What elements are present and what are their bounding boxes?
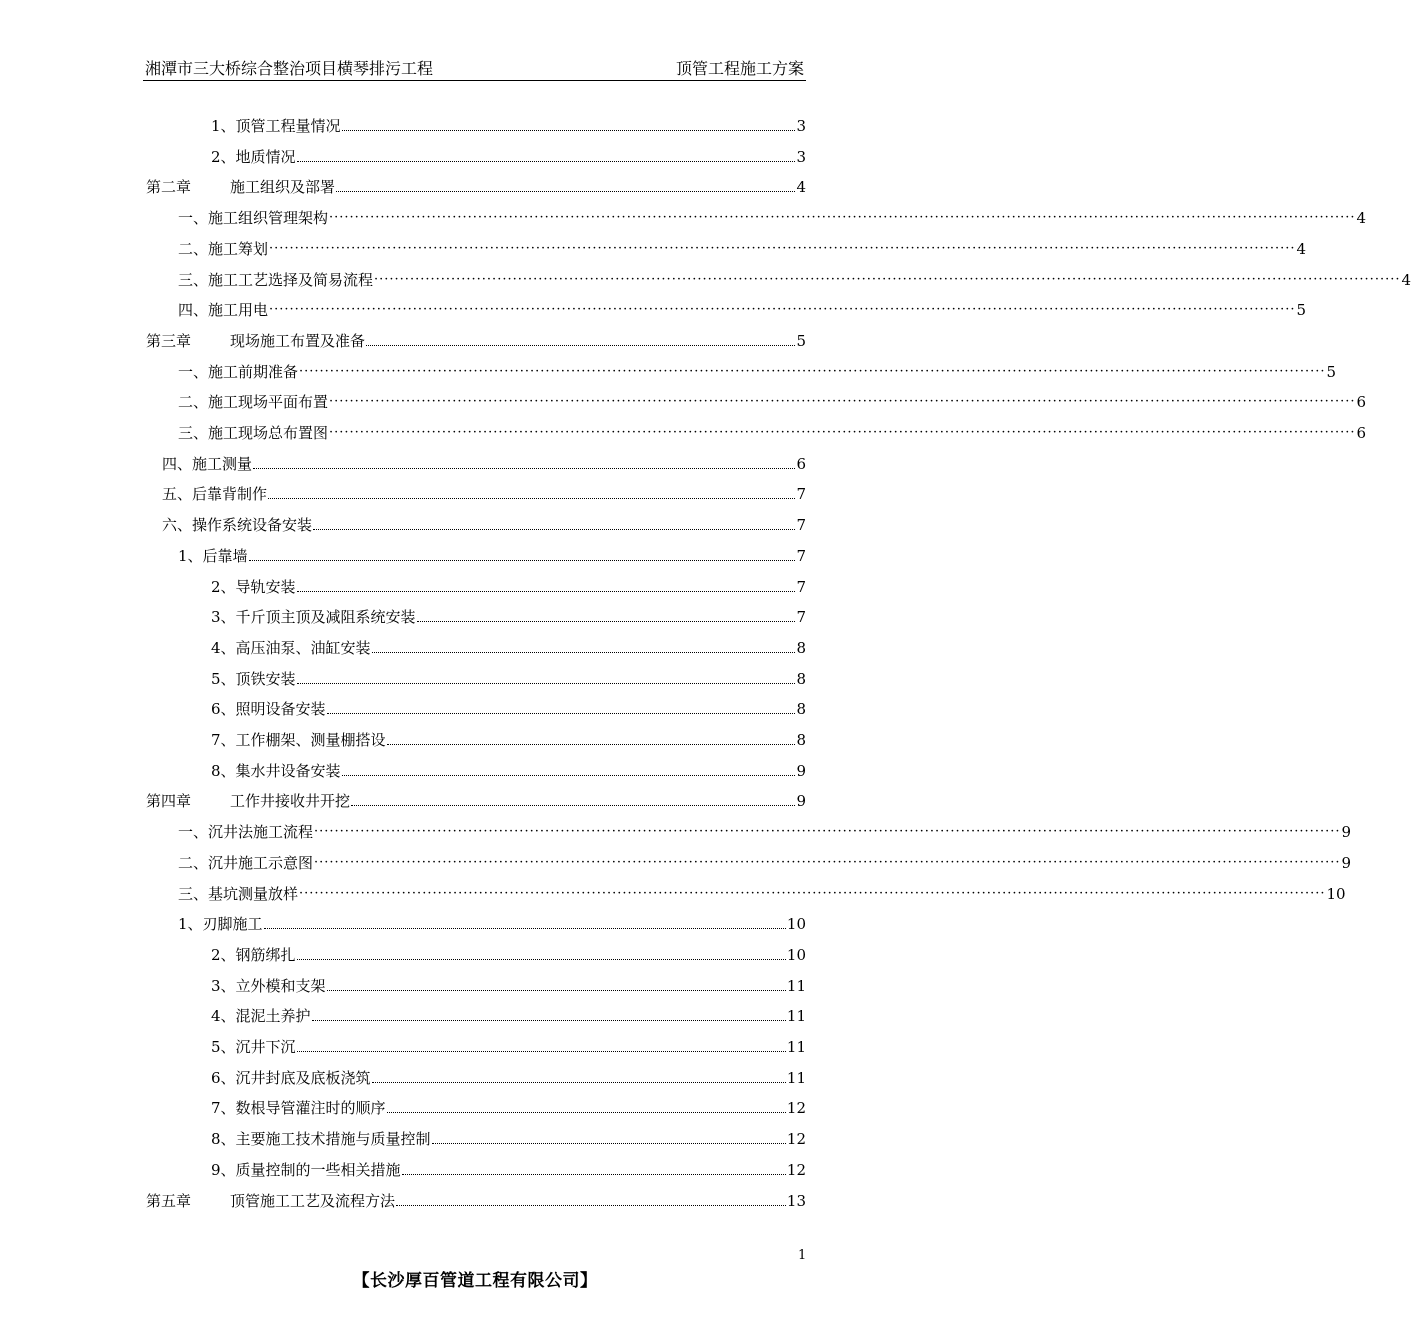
toc-page-number: 12 (786, 1130, 806, 1148)
toc-entry-title: 1、顶管工程量情况 (211, 117, 341, 135)
toc-entry-title: 六、操作系统设备安装 (162, 516, 313, 534)
toc-dot-leader (264, 928, 786, 929)
toc-dot-leader (297, 591, 796, 592)
toc-entry[interactable] (178, 419, 1367, 443)
toc-entry-title: 一、施工组织管理架构 (178, 209, 329, 227)
toc-entry-title: 3、立外模和支架 (211, 977, 326, 995)
toc-entry-title: 工作井接收井开挖 (230, 792, 351, 810)
toc-page-number: 3 (796, 148, 806, 166)
toc-page-number: 11 (786, 1038, 806, 1056)
toc-entry-title: 5、沉井下沉 (211, 1038, 296, 1056)
toc-chapter-number: 第三章 (146, 332, 192, 350)
toc-entry[interactable] (178, 204, 1367, 228)
toc-page-number: 12 (786, 1161, 806, 1179)
toc-entry[interactable] (146, 787, 806, 811)
toc-page-number: 9 (1341, 823, 1352, 841)
toc-dot-leader (297, 959, 786, 960)
toc-entry-title: 顶管施工工艺及流程方法 (230, 1192, 396, 1210)
toc-entry-title: 三、施工现场总布置图 (178, 424, 329, 442)
toc-entry-title: 施工组织及部署 (230, 178, 336, 196)
toc-entry-title: 三、施工工艺选择及简易流程 (178, 271, 374, 289)
toc-entry[interactable] (211, 1064, 806, 1088)
toc-page-number: 12 (786, 1099, 806, 1117)
toc-entry-title: 二、沉井施工示意图 (178, 854, 314, 872)
toc-dot-leader (327, 713, 796, 714)
toc-entry-title: 二、施工筹划 (178, 240, 269, 258)
toc-dot-leader (387, 744, 796, 745)
toc-entry[interactable] (211, 603, 806, 627)
toc-entry[interactable] (146, 327, 806, 351)
toc-page-number: 10 (786, 915, 806, 933)
toc-entry-title: 7、工作棚架、测量棚搭设 (211, 731, 386, 749)
toc-entry-title: 6、沉井封底及底板浇筑 (211, 1069, 371, 1087)
toc-entry[interactable] (211, 757, 806, 781)
toc-entry-title: 9、质量控制的一些相关措施 (211, 1161, 401, 1179)
toc-page-number: 4 (1296, 240, 1307, 258)
toc-dot-leader (268, 498, 795, 499)
toc-entry-title: 7、数根导管灌注时的顺序 (211, 1099, 386, 1117)
toc-entry[interactable] (211, 695, 806, 719)
toc-dot-leader (396, 1205, 786, 1206)
toc-page-number: 10 (786, 946, 806, 964)
toc-entry[interactable] (162, 480, 806, 504)
toc-entry-title: 2、地质情况 (211, 148, 296, 166)
toc-page-number: 4 (1356, 209, 1367, 227)
toc-page-number: 6 (1356, 393, 1367, 411)
toc-entry-title: 1、刃脚施工 (178, 915, 263, 933)
toc-entry[interactable] (178, 358, 1337, 382)
toc-entry-title: 五、后靠背制作 (162, 485, 268, 503)
toc-page-number: 11 (786, 1069, 806, 1087)
toc-page-number: 9 (796, 762, 806, 780)
toc-dot-leader: ········································································································································································································ (329, 425, 1356, 440)
toc-dot-leader: ········································································································································································································ (314, 824, 1341, 839)
toc-entry-title: 2、钢筋绑扎 (211, 946, 296, 964)
toc-dot-leader: ········································································································································································································ (374, 272, 1401, 287)
toc-entry-title: 3、千斤顶主顶及减阻系统安装 (211, 608, 416, 626)
toc-dot-leader: ········································································································································································································ (299, 364, 1326, 379)
toc-dot-leader (417, 621, 796, 622)
toc-entry[interactable] (211, 1033, 806, 1057)
toc-page-number: 11 (786, 977, 806, 995)
toc-dot-leader (351, 805, 795, 806)
toc-entry[interactable] (178, 880, 1346, 904)
toc-dot-leader (336, 191, 795, 192)
toc-chapter-number: 第四章 (146, 792, 192, 810)
toc-page-number: 9 (1341, 854, 1352, 872)
toc-page-number: 7 (796, 485, 806, 503)
toc-entry-title: 8、集水井设备安装 (211, 762, 341, 780)
toc-page-number: 7 (796, 516, 806, 534)
toc-chapter-number: 第二章 (146, 178, 192, 196)
toc-dot-leader (387, 1112, 786, 1113)
toc-dot-leader (342, 775, 796, 776)
toc-entry-title: 6、照明设备安装 (211, 700, 326, 718)
toc-entry[interactable] (211, 726, 806, 750)
toc-dot-leader (327, 990, 786, 991)
header-project-title: 湘潭市三大桥综合整治项目横琴排污工程 (145, 59, 434, 78)
toc-page-number: 4 (796, 178, 806, 196)
toc-entry[interactable] (178, 542, 806, 566)
toc-dot-leader: ········································································································································································································ (329, 394, 1356, 409)
toc-page-number: 11 (786, 1007, 806, 1025)
toc-entry[interactable] (178, 296, 1307, 320)
toc-dot-leader: ········································································································································································································ (329, 210, 1356, 225)
toc-entry[interactable] (178, 818, 1352, 842)
toc-entry[interactable] (178, 910, 806, 934)
toc-entry[interactable] (211, 1002, 806, 1026)
toc-dot-leader (297, 161, 796, 162)
page-header (143, 58, 806, 81)
toc-dot-leader: ········································································································································································································ (299, 886, 1326, 901)
toc-entry[interactable] (162, 511, 806, 535)
toc-page-number: 6 (1356, 424, 1367, 442)
toc-entry-title: 三、基坑测量放样 (178, 885, 299, 903)
toc-dot-leader (253, 468, 795, 469)
toc-page-number: 5 (1296, 301, 1307, 319)
toc-entry-title: 一、施工前期准备 (178, 363, 299, 381)
page-number: 1 (798, 1248, 807, 1263)
toc-dot-leader (297, 683, 796, 684)
toc-entry-title: 4、混泥土养护 (211, 1007, 311, 1025)
toc-entry[interactable] (211, 1156, 806, 1180)
toc-page-number: 7 (796, 547, 806, 565)
toc-page-number: 9 (796, 792, 806, 810)
toc-dot-leader (366, 345, 795, 346)
toc-entry-title: 现场施工布置及准备 (230, 332, 366, 350)
toc-dot-leader (249, 560, 796, 561)
toc-dot-leader (297, 1051, 786, 1052)
toc-page-number: 3 (796, 117, 806, 135)
toc-page-number: 5 (1326, 363, 1337, 381)
toc-page-number: 6 (796, 455, 806, 473)
toc-page-number: 8 (796, 639, 806, 657)
toc-entry-title: 5、顶铁安装 (211, 670, 296, 688)
toc-page-number: 13 (786, 1192, 806, 1210)
toc-dot-leader (372, 652, 796, 653)
header-document-title: 顶管工程施工方案 (675, 59, 804, 78)
toc-page-number: 8 (796, 731, 806, 749)
toc-entry-title: 二、施工现场平面布置 (178, 393, 329, 411)
toc-entry[interactable] (146, 173, 806, 197)
toc-entry-title: 四、施工测量 (162, 455, 253, 473)
toc-dot-leader (312, 1020, 786, 1021)
toc-dot-leader (402, 1174, 786, 1175)
company-footer: 【长沙厚百管道工程有限公司】 (352, 1271, 598, 1291)
toc-dot-leader: ········································································································································································································ (269, 241, 1296, 256)
toc-entry[interactable] (211, 112, 806, 136)
toc-dot-leader: ········································································································································································································ (314, 855, 1341, 870)
toc-entry[interactable] (211, 665, 806, 689)
toc-dot-leader (432, 1143, 786, 1144)
toc-entry[interactable] (211, 1125, 806, 1149)
toc-page-number: 7 (796, 578, 806, 596)
toc-dot-leader (313, 529, 795, 530)
toc-entry-title: 四、施工用电 (178, 301, 269, 319)
toc-entry[interactable] (178, 849, 1352, 873)
toc-dot-leader (372, 1082, 786, 1083)
toc-page-number: 4 (1401, 271, 1411, 289)
toc-entry-title: 4、高压油泵、油缸安装 (211, 639, 371, 657)
toc-page-number: 7 (796, 608, 806, 626)
toc-entry[interactable] (211, 1094, 806, 1118)
toc-page-number: 8 (796, 670, 806, 688)
toc-page-number: 10 (1326, 885, 1346, 903)
toc-entry[interactable] (211, 941, 806, 965)
toc-entry[interactable] (146, 1187, 806, 1211)
toc-dot-leader: ········································································································································································································ (269, 302, 1296, 317)
toc-entry[interactable] (211, 972, 806, 996)
toc-page-number: 8 (796, 700, 806, 718)
toc-entry-title: 1、后靠墙 (178, 547, 248, 565)
toc-entry[interactable] (211, 573, 806, 597)
toc-entry[interactable] (211, 634, 806, 658)
toc-page-number: 5 (796, 332, 806, 350)
toc-entry[interactable] (211, 143, 806, 167)
toc-entry-title: 2、导轨安装 (211, 578, 296, 596)
toc-entry[interactable] (162, 450, 806, 474)
toc-entry-title: 一、沉井法施工流程 (178, 823, 314, 841)
toc-entry-title: 8、主要施工技术措施与质量控制 (211, 1130, 431, 1148)
toc-entry[interactable] (178, 388, 1367, 412)
toc-chapter-number: 第五章 (146, 1192, 192, 1210)
toc-dot-leader (342, 130, 796, 131)
toc-entry[interactable] (178, 266, 1411, 290)
toc-entry[interactable] (178, 235, 1307, 259)
